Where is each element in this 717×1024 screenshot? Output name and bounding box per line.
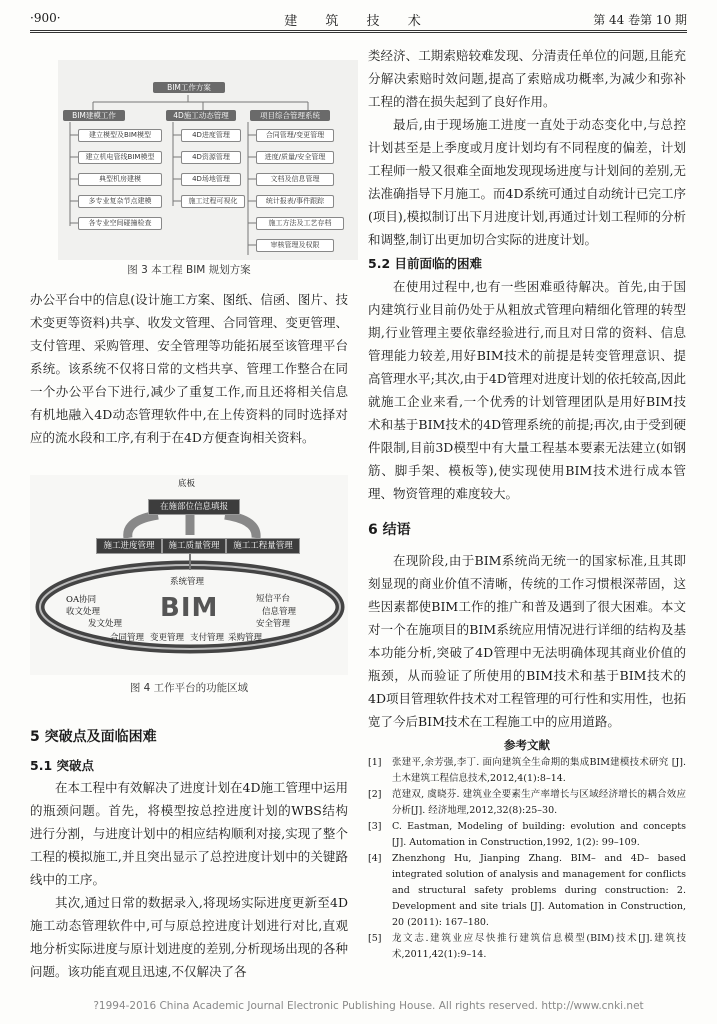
reference-item: [2] 范建双, 虞晓芬. 建筑业全要素生产率增长与区域经济增长的耦合效应分析[J]. 经济地理,2012,32(8):25–30. bbox=[368, 789, 686, 816]
fig4-ring-label: 合同管理 bbox=[110, 633, 145, 643]
fig4-top-box: 在施部位信息填报 bbox=[148, 499, 240, 515]
fig4-bim-logo: BIM bbox=[160, 593, 219, 623]
fig4-ring-label: 变更管理 bbox=[150, 633, 185, 643]
paragraph: 在使用过程中,也有一些困难亟待解决。首先,由于国内建筑行业目前仍处于从粗放式管理向精细化管理的转型期,行业管理主要依靠经验进行,而且对日常的资料、信息管理能力较差,用好BIM技术的前提是转变管理意识、提高管理水平;其次,由于4D管理对进度计划的依托较高,因此就施工企业来看,一个优秀的计划管理团队是用好BIM技术和基于BIM技术的4D管理系统的前提;再次,由于受到硬件限制,目前3D模型中有大量工程基本要素无法建立(如钢筋、脚手架、模板等),使实现使用BIM技术进行成本管理、物资管理的难度较大。 bbox=[368, 279, 686, 501]
page-number: ·900· bbox=[30, 11, 61, 25]
paragraph: 办公平台中的信息(设计施工方案、图纸、信函、图片、技术变更等资料)共享、收发文管理、合同管理、变更管理、支付管理、采购管理、安全管理等功能拓展至该管理平台系统。该系统不仅将日常的文档共享、管理工作整合在同一个办公平台下进行,减少了重复工作,而且还将相关信息有机地融入4D动态管理软件中,在上传资料的同时选择对应的流水段和工序,有利于在4D方便查询相关资料。 bbox=[30, 292, 348, 445]
fig4-ring-label: 短信平台 bbox=[256, 594, 291, 604]
fig3-item: 合同管理/变更管理 bbox=[256, 129, 334, 142]
right-column bbox=[368, 44, 686, 963]
reference-item: [1] 张建平,余芳强,李丁. 面向建筑全生命期的集成BIM建模技术研究 [J]. 土木建筑工程信息技术,2012,4(1):8–14. bbox=[368, 757, 686, 784]
fig3-item: 进度/质量/安全管理 bbox=[256, 151, 334, 164]
fig3-item: 多专业复杂节点建模 bbox=[78, 195, 162, 208]
fig4-ring-label: 发文处理 bbox=[88, 619, 123, 629]
subsection-title: 5.1 突破点 bbox=[30, 758, 94, 773]
paragraph: 在本工程中有效解决了进度计划在4D施工管理中运用的瓶颈问题。首先，将模型按总控进度计划的WBS结构进行分割，与进度计划中的相应结构顺利对接,实现了整个工程的模拟施工,并且突出显示了总控进度计划中的关键路线中的工序。 bbox=[30, 780, 348, 887]
fig3-item: 4D场地管理 bbox=[181, 173, 241, 186]
reference-item: [4] Zhenzhong Hu, Jianping Zhang. BIM– and 4D– based integrated solution of analysis and management for conflicts and structural safety problems during construction: 2. Development and site trials [J]. Automation in Construction, 20 (2011): 167–180. bbox=[368, 853, 686, 928]
fig3-item: 建立机电管线BIM模型 bbox=[78, 151, 162, 164]
page-header bbox=[30, 8, 687, 31]
fig3-item: 各专业空间碰撞检查 bbox=[78, 217, 162, 230]
paragraph: 在现阶段,由于BIM系统尚无统一的国家标准,且其即刻显现的商业价值不清晰，传统的工作习惯根深蒂固，这些因素都使BIM工作的推广和普及遇到了很大困难。本文对一个在施项目的BIM系统应用情况进行详细的结构及基本功能分析,突破了4D管理中无法明确体现其商业价值的瓶颈，从而验证了所使用的BIM技术和基于BIM技术的4D项目管理软件技术对工程管理的可行性和实用性，也拓宽了今后BIM技术在工程施工中的应用道路。 bbox=[368, 553, 686, 729]
fig4-base-label: 底板 bbox=[178, 479, 196, 489]
left-column-top bbox=[30, 288, 348, 449]
fig3-group-system: 项目综合管理系统 bbox=[250, 110, 330, 121]
reference-item: [3] C. Eastman, Modeling of building: evolution and concepts [J]. Automation in Construction,1992, 1(2): 99–109. bbox=[368, 821, 686, 848]
fig3-root-box: BIM工作方案 bbox=[153, 82, 225, 93]
journal-title: 建 筑 技 术 bbox=[284, 14, 433, 29]
fig3-item: 施工过程可视化 bbox=[181, 195, 245, 208]
copyright-footer: ?1994-2016 China Academic Journal Electronic Publishing House. All rights reserved. http://www.cnki.net bbox=[93, 1000, 644, 1012]
figure-4-caption: 图 4 工作平台的功能区域 bbox=[129, 682, 249, 694]
figure-3-caption: 图 3 本工程 BIM 规划方案 bbox=[127, 264, 251, 276]
fig3-item: 施工方法及工艺存档 bbox=[256, 217, 344, 230]
header-rule bbox=[30, 32, 687, 33]
subsection-title: 5.2 目前面临的困难 bbox=[368, 256, 482, 271]
fig4-ring-label: 采购管理 bbox=[228, 633, 263, 643]
fig3-item: 典型机房建模 bbox=[78, 173, 162, 186]
paragraph: 类经济、工期索赔较难发现、分清责任单位的问题,且能充分解决索赔时效问题,提高了索赔成功概率,为减少和弥补工程的潜在损失起到了良好作用。 bbox=[368, 48, 686, 109]
paragraph: 最后,由于现场施工进度一直处于动态变化中,与总控计划甚至是上季度或月度计划均有不同程度的偏差，计划工程师一般又很难全面地发现现场进度与计划间的差别,无法准确指导下月施工。而4D系统可通过自动统计已完工序(项目),模拟制订出下月进度计划,再通过计划工程师的分析和调整,制订出更加切合实际的进度计划。 bbox=[368, 117, 686, 247]
issue-label: 第 44 卷第 10 期 bbox=[593, 13, 687, 27]
fig4-ring-label: 系统管理 bbox=[170, 577, 205, 587]
fig4-ring-label: 信息管理 bbox=[262, 607, 297, 617]
section-title: 5 突破点及面临困难 bbox=[30, 729, 157, 745]
fig4-ring-label: 支付管理 bbox=[190, 633, 225, 643]
fig4-box-quantity: 施工工程量管理 bbox=[226, 538, 300, 554]
paragraph: 其次,通过日常的数据录入,将现场实际进度更新至4D施工动态管理软件中,可与原总控进度计划进行对比,直观地分析实际进度与原计划进度的差别,分析现场出现的各种问题。该功能直观且迅速,不仅解决了各 bbox=[30, 895, 348, 979]
fig3-item: 文档及信息管理 bbox=[256, 173, 334, 186]
references-list bbox=[368, 755, 686, 963]
reference-item: [5] 龙文志.建筑业应尽快推行建筑信息模型(BIM)技术[J].建筑技术,2011,42(1):9–14. bbox=[368, 933, 686, 960]
fig3-item: 4D资源管理 bbox=[181, 151, 241, 164]
fig4-ring-label: 收文处理 bbox=[66, 607, 101, 617]
fig4-ring-label: 安全管理 bbox=[256, 619, 291, 629]
references-title: 参考文献 bbox=[504, 738, 550, 752]
section-5 bbox=[30, 726, 348, 983]
fig3-item: 统计报表/事件跟踪 bbox=[256, 195, 334, 208]
fig3-item: 建立模型及BIM模型 bbox=[78, 129, 162, 142]
fig4-box-progress: 施工进度管理 bbox=[96, 538, 162, 554]
section-title: 6 结语 bbox=[368, 522, 411, 538]
fig3-group-modeling: BIM建模工作 bbox=[63, 110, 125, 121]
figure-4-diagram bbox=[30, 475, 348, 675]
figure-3-diagram bbox=[58, 60, 358, 260]
fig4-ring-label: OA协同 bbox=[66, 595, 97, 605]
fig4-box-quality: 施工质量管理 bbox=[162, 538, 226, 554]
fig3-item: 4D进度管理 bbox=[181, 129, 241, 142]
fig3-group-4d: 4D施工动态管理 bbox=[166, 110, 236, 121]
fig3-item: 审核管理及权限 bbox=[256, 239, 334, 252]
